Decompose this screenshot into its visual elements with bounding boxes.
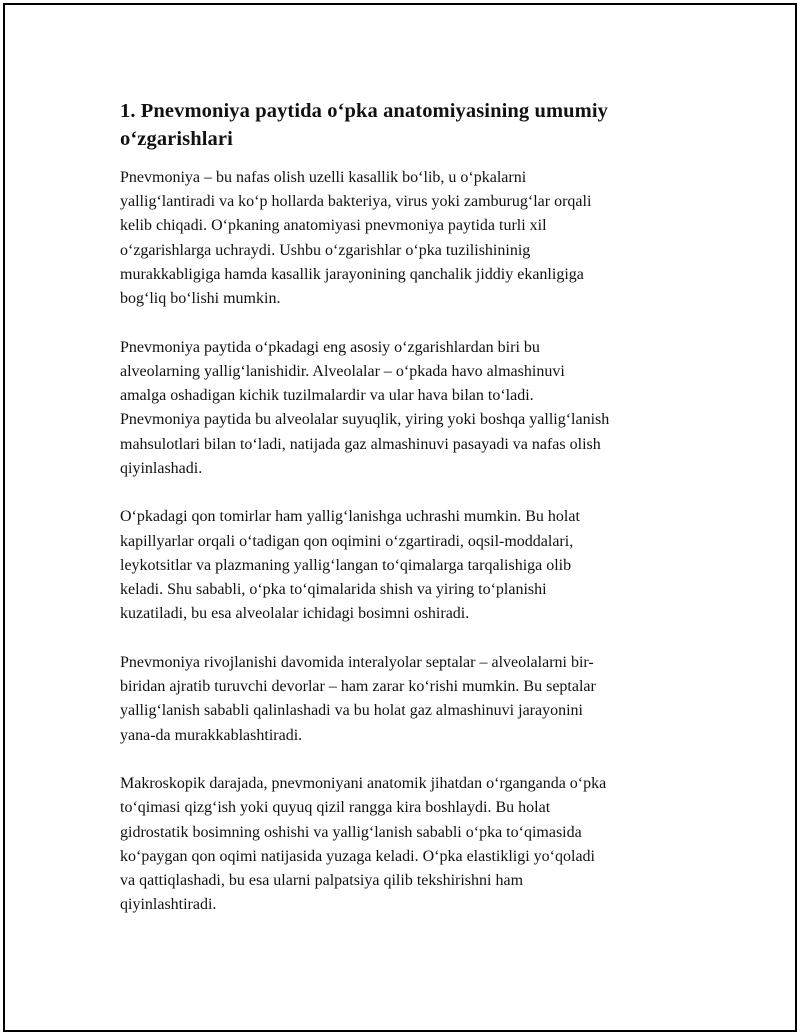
section-heading: 1. Pnevmoniya paytida oʻpka anatomiyasining umumiy oʻzgarishlari — [120, 100, 608, 150]
document-body — [120, 97, 700, 942]
paragraph-3: Oʻpkadagi qon tomirlar ham yalligʻlanishga uchrashi mumkin. Bu holat kapillyarlar orqali oʻtadigan qon oqimini oʻzgartiradi, oqsil-moddalari, leykotsitlar va plazmaning yalligʻlangan toʻqimalarga tarqalishiga olib keladi. Shu sababli, oʻpka toʻqimalarida shish va yiring toʻplanishi kuzatiladi, bu esa alveolalar ichidagi bosimni oshiradi. — [120, 508, 580, 623]
paragraph-2: Pnevmoniya paytida oʻpkadagi eng asosiy oʻzgarishlardan biri bu alveolarning yalligʻlanishidir. Alveolalar – oʻpkada havo almashinuvi amalga oshadigan kichik tuzilmalardir va ular hava bilan toʻladi. Pnevmoniya paytida bu alveolalar suyuqlik, yiring yoki boshqa yalligʻlanish mahsulotlari bilan toʻladi, natijada gaz almashinuvi pasayadi va nafas olish qiyinlashadi. — [120, 338, 610, 477]
paragraph-1: Pnevmoniya – bu nafas olish uzelli kasallik boʻlib, u oʻpkalarni yalligʻlantiradi va koʻp hollarda bakteriya, virus yoki zamburugʻlar orqali kelib chiqadi. Oʻpkaning anatomiyasi pnevmoniya paytida turli xil oʻzgarishlarga uchraydi. Ushbu oʻzgarishlar oʻpka tuzilishininig murakkabligiga hamda kasallik jarayonining qanchalik jiddiy ekanligiga bogʻliq boʻlishi mumkin. — [120, 169, 592, 308]
paragraph-5: Makroskopik darajada, pnevmoniyani anatomik jihatdan oʻrganganda oʻpka toʻqimasi qizgʻish yoki quyuq qizil rangga kira boshlaydi. Bu holat gidrostatik bosimning oshishi va yalligʻlanish sababli oʻpka toʻqimasida koʻpaygan qon oqimi natijasida yuzaga keladi. Oʻpka elastikligi yoʻqoladi va qattiqlashadi, bu esa ularni palpatsiya qilib tekshirishni ham qiyinlashtiradi. — [120, 775, 607, 914]
paragraph-4: Pnevmoniya rivojlanishi davomida interalyolar septalar – alveolalarni bir- biridan ajratib turuvchi devorlar – ham zarar koʻrishi mumkin. Bu septalar yalligʻlanish sababli qalinlashadi va bu holat gaz almashinuvi jarayonini yana-da murakkablashtiradi. — [120, 653, 596, 744]
document-page — [3, 3, 797, 1032]
